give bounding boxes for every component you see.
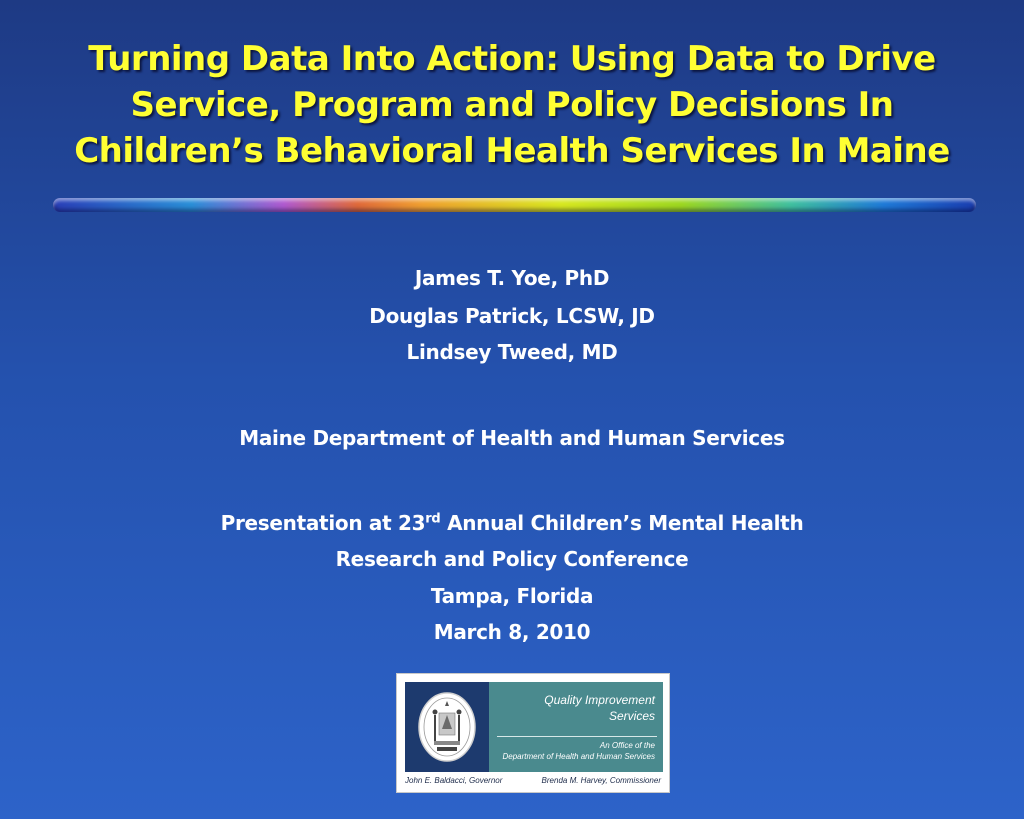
logo-title-line-2: Services [608,709,655,723]
logo-text-panel [489,682,663,772]
rainbow-divider [53,198,976,212]
presentation-prefix: Presentation at 23 [220,511,426,535]
qis-logo [396,673,670,793]
maine-state-seal-icon [417,691,477,763]
logo-title [544,692,655,724]
author-3: Lindsey Tweed, MD [406,340,618,364]
presentation-location: Tampa, Florida [430,584,594,608]
author-1: James T. Yoe, PhD [414,266,610,290]
logo-commissioner: Brenda M. Harvey, Commissioner [541,776,661,785]
ordinal-suffix: rd [425,511,441,527]
title-line-3: Children’s Behavioral Health Services In Maine [74,131,950,171]
logo-footer [405,774,661,788]
title-line-2: Service, Program and Policy Decisions In [130,85,894,125]
organization: Maine Department of Health and Human Services [239,426,785,450]
title-line-1: Turning Data Into Action: Using Data to Drive [88,39,936,79]
presentation-line-2: Research and Policy Conference [335,547,689,571]
logo-sub-line-2: Department of Health and Human Services [502,752,655,761]
logo-seal-panel [405,682,489,772]
logo-sub-line-1: An Office of the [599,741,655,750]
logo-governor: John E. Baldacci, Governor [405,776,503,785]
logo-subtitle [502,740,655,762]
author-2: Douglas Patrick, LCSW, JD [369,304,655,328]
presentation-suffix: Annual Children’s Mental Health [440,511,804,535]
presentation-date: March 8, 2010 [433,620,591,644]
slide-title [40,36,984,174]
logo-title-line-1: Quality Improvement [544,693,655,707]
presentation-line-1 [0,511,1024,535]
logo-divider [497,736,657,737]
